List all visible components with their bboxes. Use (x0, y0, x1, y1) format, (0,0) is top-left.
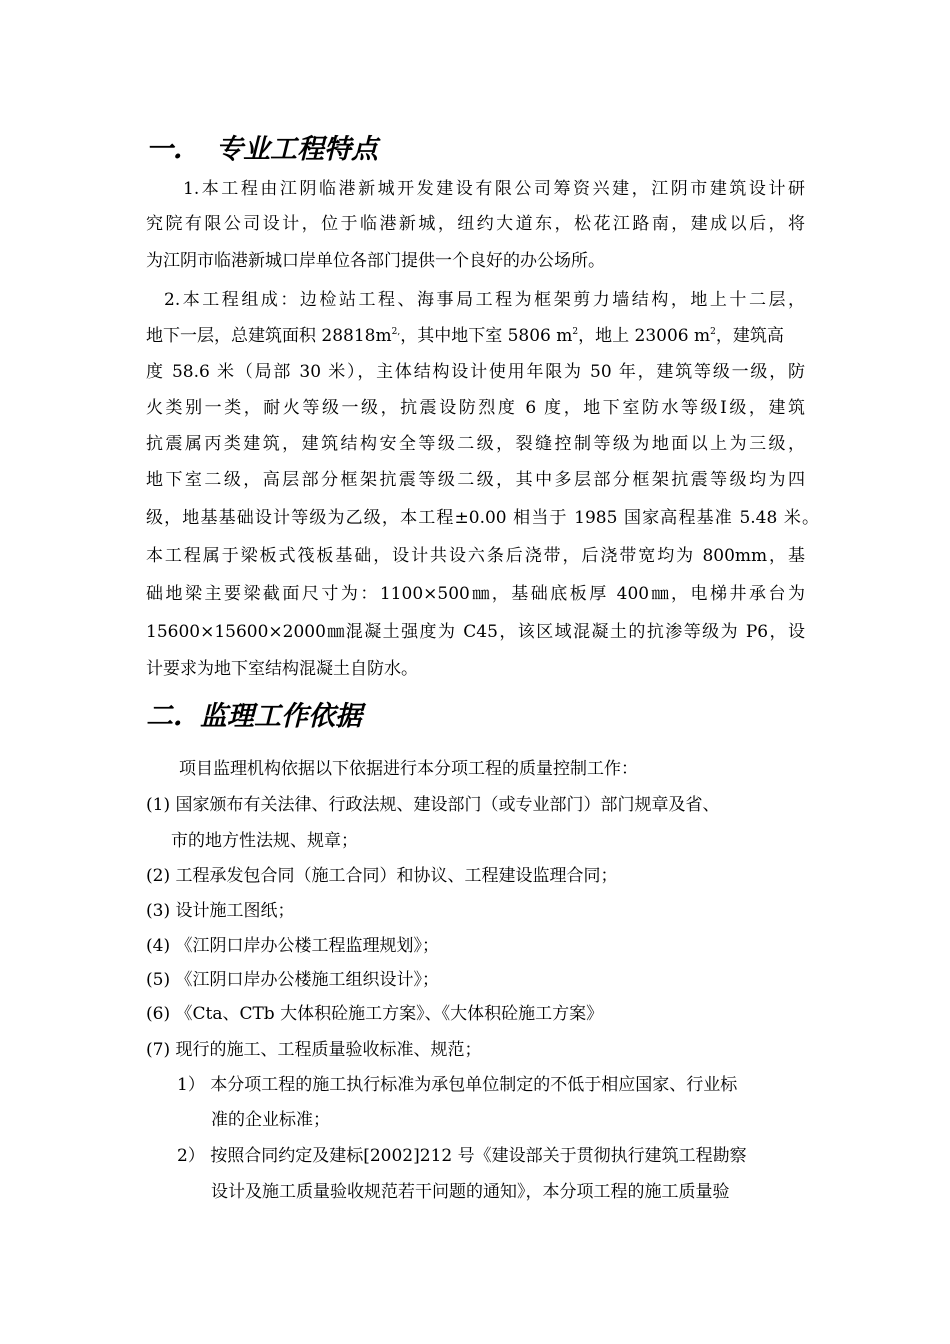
paragraph-line: 本工程属于梁板式筏板基础，设计共设六条后浇带，后浇带宽均为 800mm，基 (146, 546, 805, 566)
paragraph-line: 15600×15600×2000㎜混凝土强度为 C45，该区域混凝土的抗渗等级为 P6，设 (146, 622, 805, 642)
sub-list-item-continuation: 设计及施工质量验收规范若干问题的通知》，本分项工程的施工质量验 (211, 1182, 730, 1202)
paragraph-line: 计要求为地下室结构混凝土自防水。 (146, 659, 418, 679)
list-item: (2) 工程承发包合同（施工合同）和协议、工程建设监理合同； (146, 866, 618, 886)
paragraph-line: 度 58.6 米（局部 30 米），主体结构设计使用年限为 50 年，建筑等级一级，防 (146, 362, 805, 382)
intro-line: 项目监理机构依据以下依据进行本分项工程的质量控制工作： (179, 759, 638, 779)
paragraph-line: 1.本工程由江阴临港新城开发建设有限公司筹资兴建，江阴市建筑设计研 (183, 179, 805, 199)
list-item-continuation: 市的地方性法规、规章； (171, 831, 358, 851)
paragraph-line: 级，地基基础设计等级为乙级，本工程±0.00 相当于 1985 国家高程基准 5.48 米。 (146, 508, 819, 528)
section-heading-2 (146, 700, 362, 734)
section-title: 专业工程特点 (216, 134, 378, 165)
paragraph-line: 础地梁主要梁截面尺寸为：1100×500㎜，基础底板厚 400㎜，电梯井承台为 (146, 584, 805, 604)
section-number: 一. (146, 134, 183, 165)
paragraph-line: 究院有限公司设计，位于临港新城，纽约大道东，松花江路南，建成以后，将 (146, 214, 805, 234)
list-item: (4) 《江阴口岸办公楼工程监理规划》； (146, 936, 439, 956)
paragraph-line: 火类别一类，耐火等级一级，抗震设防烈度 6 度，地下室防水等级Ⅰ级，建筑 (146, 398, 805, 418)
paragraph-line: 抗震属丙类建筑，建筑结构安全等级二级，裂缝控制等级为地面以上为三级， (146, 434, 805, 454)
sub-list-item: 1） 本分项工程的施工执行标准为承包单位制定的不低于相应国家、行业标 (177, 1075, 738, 1095)
list-item: (1) 国家颁布有关法律、行政法规、建设部门（或专业部门）部门规章及省、 (146, 795, 720, 815)
list-item: (7) 现行的施工、工程质量验收标准、规范； (146, 1040, 482, 1060)
sub-list-item-continuation: 准的企业标准； (211, 1110, 330, 1130)
paragraph-line: 地下室二级，高层部分框架抗震等级二级，其中多层部分框架抗震等级均为四 (146, 470, 805, 490)
list-item: (3) 设计施工图纸； (146, 901, 295, 921)
paragraph-line: 为江阴市临港新城口岸单位各部门提供一个良好的办公场所。 (146, 251, 605, 271)
paragraph-line-with-superscripts: 地下一层，总建筑面积 $28818m^{2,}$，其中地下室 5806 $m^2$，地上 23006 $m^2$，建筑高 (146, 326, 784, 346)
sub-list-item: 2） 按照合同约定及建标[2002]212 号《建设部关于贯彻执行建筑工程勘察 (177, 1146, 747, 1166)
list-item: (5) 《江阴口岸办公楼施工组织设计》； (146, 970, 439, 990)
section-number: 二. (146, 701, 183, 732)
list-item: (6) 《Cta、CTb 大体积砼施工方案》、《大体积砼施工方案》 (146, 1004, 604, 1024)
paragraph-line: 2.本工程组成：边检站工程、海事局工程为框架剪力墙结构，地上十二层， (164, 290, 805, 310)
section-title: 监理工作依据 (200, 701, 362, 732)
section-heading-1 (146, 133, 378, 167)
